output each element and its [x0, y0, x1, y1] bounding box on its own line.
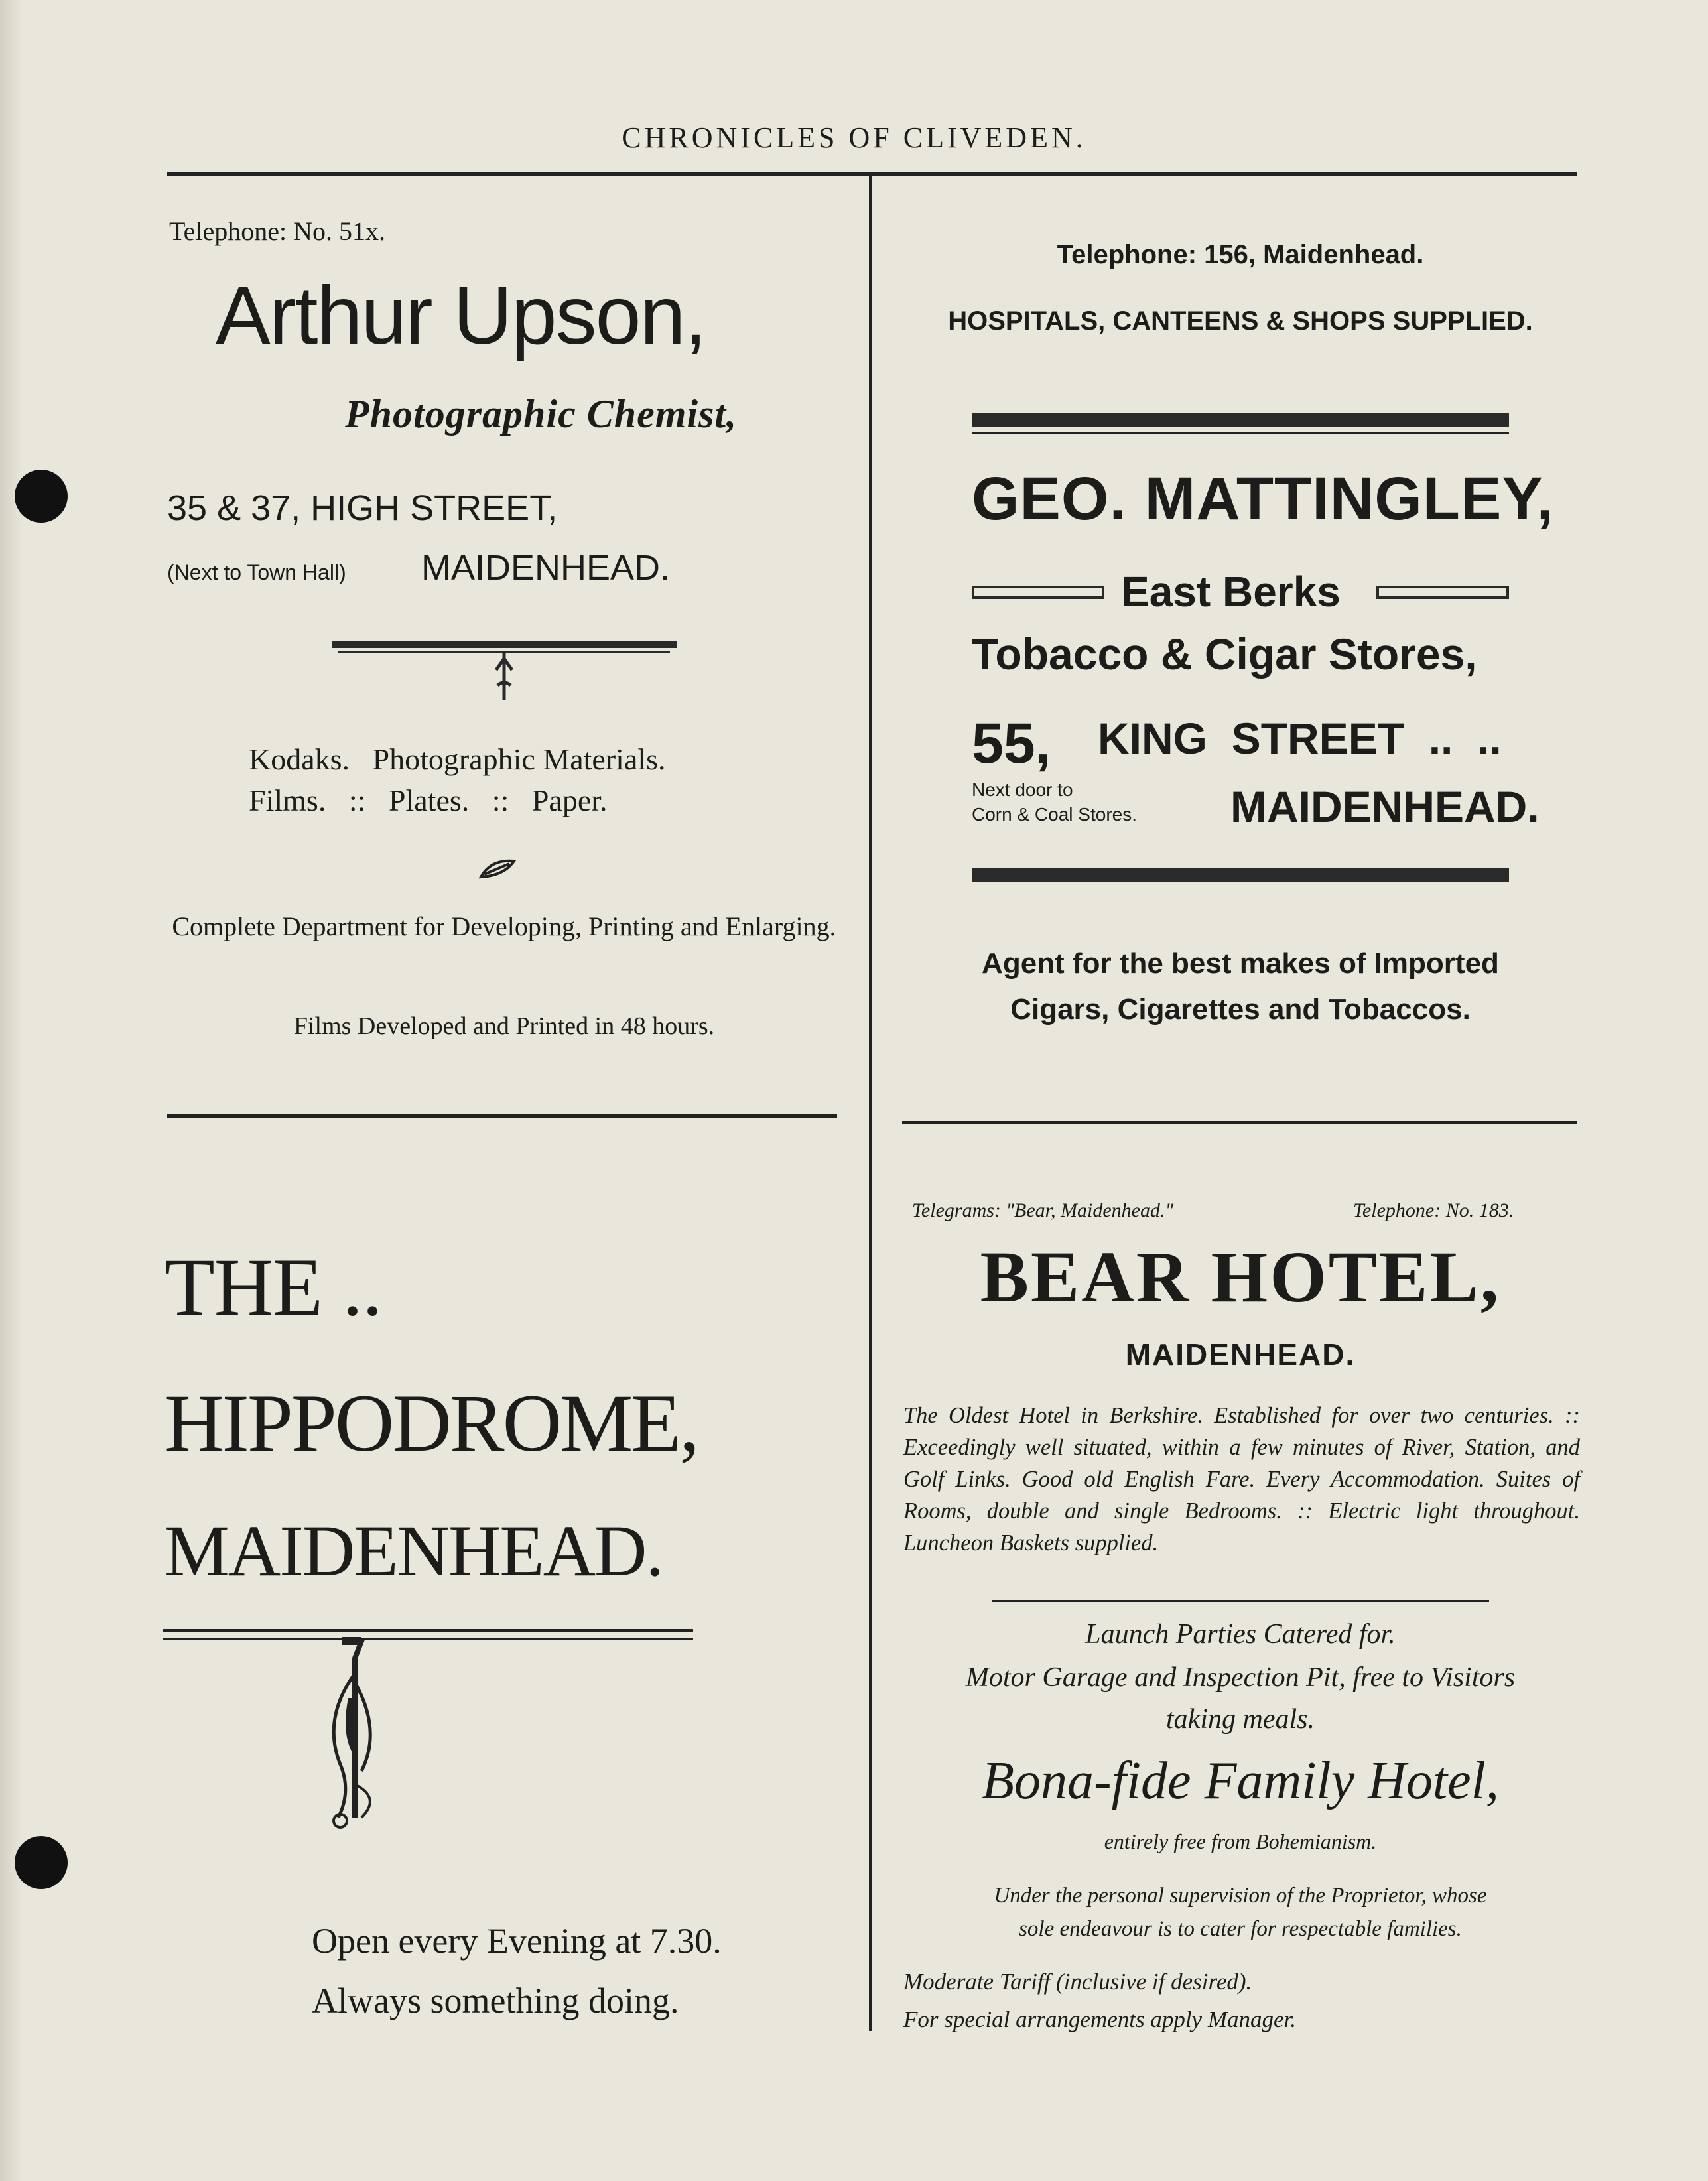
mattingley-number: 55, — [972, 712, 1051, 775]
mattingley-bottom-bar — [972, 868, 1509, 882]
bear-town: MAIDENHEAD. — [1125, 1337, 1356, 1372]
bear-garage-2: taking meals. — [1166, 1704, 1315, 1735]
hippodrome-line-3: MAIDENHEAD. — [164, 1510, 663, 1591]
bear-supervision-1: Under the personal supervision of the Proprietor, whose — [994, 1884, 1487, 1908]
upson-ornament — [332, 633, 677, 706]
left-section-rule — [167, 1114, 837, 1118]
mattingley-store-2: Tobacco & Cigar Stores, — [972, 629, 1477, 679]
bear-bohemian: entirely free from Bohemianism. — [1104, 1829, 1377, 1853]
upson-trade: Photographic Chemist, — [345, 392, 738, 436]
hippodrome-open: Open every Evening at 7.30. — [312, 1921, 722, 1961]
upson-name: Arthur Upson, — [216, 270, 706, 362]
upson-products-2: Films. :: Plates. :: Paper. — [249, 783, 608, 817]
hippodrome-line-1: THE .. — [164, 1242, 383, 1333]
mattingley-left-bar — [972, 586, 1104, 599]
mattingley-supplied: HOSPITALS, CANTEENS & SHOPS SUPPLIED. — [948, 306, 1533, 336]
bear-launch: Launch Parties Catered for. — [1085, 1619, 1396, 1650]
upson-telephone: Telephone: No. 51x. — [169, 216, 386, 246]
hippodrome-ornament — [163, 1619, 693, 1857]
bear-rule — [992, 1600, 1489, 1602]
bear-description: The Oldest Hotel in Berkshire. Established for over two centuries. :: Exceedingly well situated, within a few minutes of River, Station, and Golf Links. Good old English Fare. Every Accommodation. Suites of Rooms, double and single Bedrooms. :: Electric light throughout. Luncheon Baskets supplied. — [903, 1403, 1580, 1555]
column-divider — [869, 174, 872, 2031]
mattingley-store-1: East Berks — [1121, 568, 1341, 616]
upson-address: 35 & 37, HIGH STREET, — [167, 488, 558, 528]
mattingley-town: MAIDENHEAD. — [1230, 782, 1540, 831]
leaf-ornament-icon — [478, 856, 517, 882]
bear-name: BEAR HOTEL, — [980, 1236, 1501, 1317]
bear-tariff: Moderate Tariff (inclusive if desired). — [903, 1969, 1252, 1995]
mattingley-top-thin-bar — [972, 432, 1509, 434]
right-section-rule — [902, 1121, 1577, 1124]
mattingley-agent-2: Cigars, Cigarettes and Tobaccos. — [1010, 993, 1471, 1025]
bear-telephone: Telephone: No. 183. — [1353, 1199, 1514, 1221]
mattingley-right-bar — [1376, 586, 1509, 599]
mattingley-agent-1: Agent for the best makes of Imported — [982, 947, 1499, 980]
bear-bonafide: Bona-fide Family Hotel, — [982, 1752, 1499, 1810]
hippodrome-line-2: HIPPODROME, — [164, 1378, 698, 1469]
mattingley-note-2: Corn & Coal Stores. — [972, 804, 1137, 825]
mattingley-street: KING STREET .. .. — [1098, 714, 1502, 763]
upson-address-note: (Next to Town Hall) — [167, 561, 346, 584]
upson-service: Films Developed and Printed in 48 hours. — [293, 1012, 715, 1040]
bear-supervision-2: sole endeavour is to cater for respectable families. — [1019, 1917, 1462, 1941]
upson-town: MAIDENHEAD. — [421, 548, 671, 588]
upson-products-1: Kodaks. Photographic Materials. — [249, 742, 666, 776]
mattingley-note-1: Next door to — [972, 779, 1073, 800]
upson-department: Complete Department for Developing, Printing and Enlarging. — [172, 911, 836, 941]
hippodrome-tagline: Always something doing. — [312, 1981, 679, 2020]
mattingley-telephone: Telephone: 156, Maidenhead. — [1057, 240, 1424, 269]
binder-hole-bottom — [15, 1836, 68, 1889]
bear-arrangements: For special arrangements apply Manager. — [903, 2007, 1297, 2032]
mattingley-name: GEO. MATTINGLEY, — [972, 465, 1555, 533]
bear-garage-1: Motor Garage and Inspection Pit, free to Visitors — [965, 1662, 1516, 1693]
binder-hole-top — [15, 470, 68, 523]
bear-telegrams: Telegrams: "Bear, Maidenhead." — [912, 1199, 1174, 1221]
page-header: CHRONICLES OF CLIVEDEN. — [622, 121, 1086, 154]
mattingley-top-bar — [972, 413, 1509, 427]
